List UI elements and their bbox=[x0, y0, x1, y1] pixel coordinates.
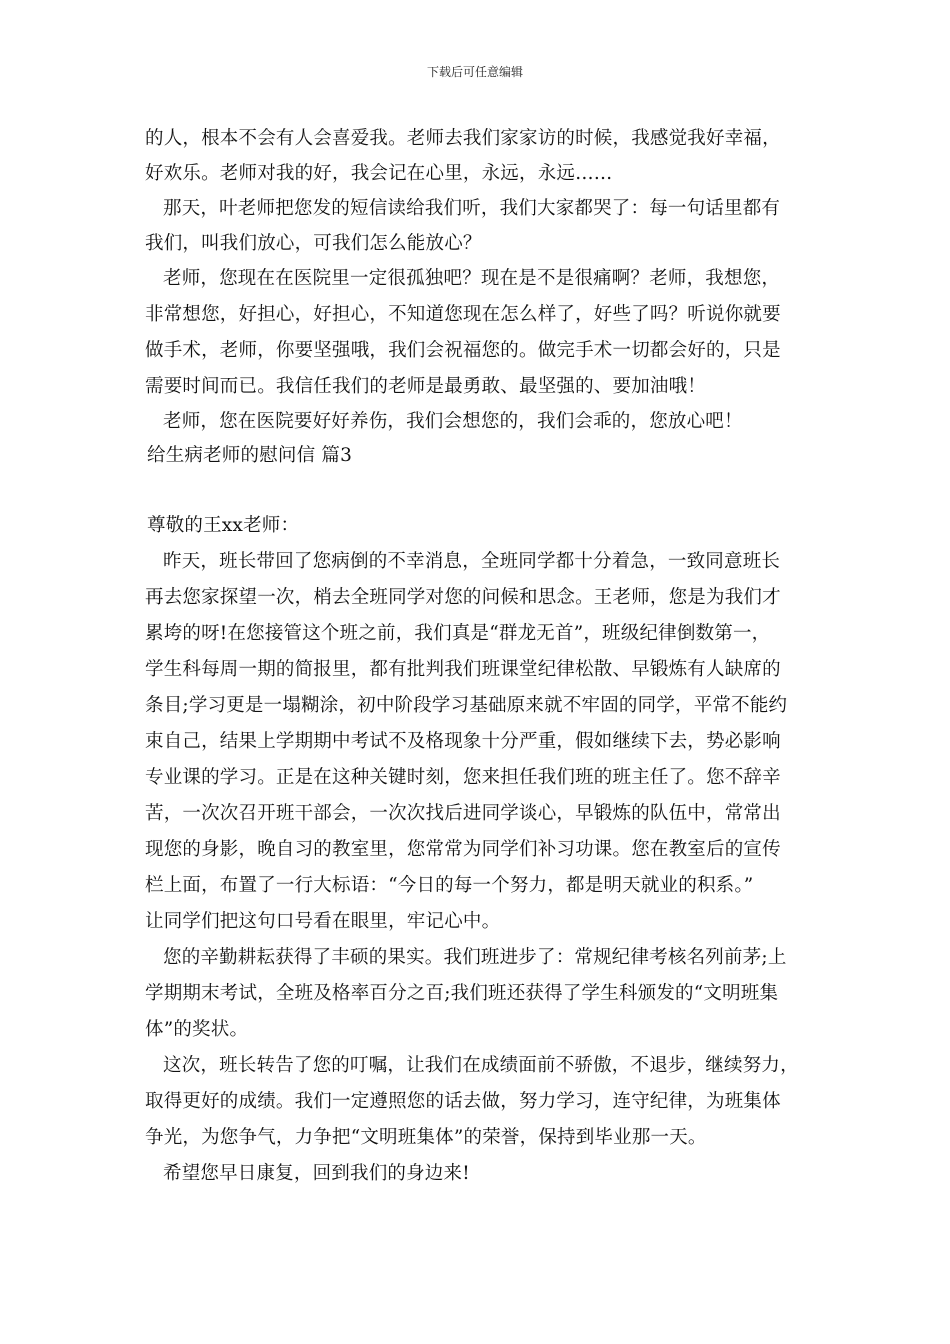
text-line: 好欢乐。老师对我的好，我会记在心里，永远，永远…… bbox=[145, 163, 613, 184]
text-line: 束自己，结果上学期期中考试不及格现象十分严重，假如继续下去，势必影响 bbox=[145, 731, 781, 752]
text-line: 让同学们把这句口号看在眼里，牢记心中。 bbox=[145, 911, 501, 932]
text-line: 您的辛勤耕耘获得了丰硕的果实。我们班进步了：常规纪律考核名列前茅;上 bbox=[163, 947, 787, 968]
text-line: 体”的奖状。 bbox=[145, 1019, 249, 1040]
text-line: 这次，班长转告了您的叮嘱，让我们在成绩面前不骄傲，不退步，继续努力， bbox=[163, 1055, 799, 1076]
text-line: 争光，为您争气，力争把“文明班集体”的荣誉，保持到毕业那一天。 bbox=[145, 1127, 707, 1148]
text-line: 希望您早日康复，回到我们的身边来! bbox=[163, 1163, 470, 1184]
text-line: 的人，根本不会有人会喜爱我。老师去我们家家访的时候，我感觉我好幸福， bbox=[145, 128, 781, 149]
text-line: 条目;学习更是一塌糊涂，初中阶段学习基础原来就不牢固的同学，平常不能约 bbox=[145, 695, 788, 716]
text-line: 非常想您，好担心，好担心，不知道您现在怎么样了，好些了吗？听说你就要 bbox=[145, 304, 781, 325]
text-line: 学期期末考试，全班及格率百分之百;我们班还获得了学生科颁发的“文明班集 bbox=[145, 983, 779, 1004]
text-line: 昨天，班长带回了您病倒的不幸消息，全班同学都十分着急，一致同意班长 bbox=[163, 551, 781, 572]
text-line: 取得更好的成绩。我们一定遵照您的话去做，努力学习，连守纪律，为班集体 bbox=[145, 1091, 781, 1112]
text-line: 我们，叫我们放心，可我们怎么能放心？ bbox=[145, 233, 482, 254]
text-line: 累垮的呀!在您接管这个班之前，我们真是“群龙无首”，班级纪律倒数第一， bbox=[145, 623, 771, 644]
text-line: 做手术，老师，你要坚强哦，我们会祝福您的。做完手术一切都会好的，只是 bbox=[145, 340, 781, 361]
text-line: 再去您家探望一次，梢去全班同学对您的问候和思念。王老师，您是为我们才 bbox=[145, 587, 781, 608]
text-line: 学生科每周一期的简报里，都有批判我们班课堂纪律松散、早锻炼有人缺席的 bbox=[145, 659, 781, 680]
text-line: 现您的身影，晚自习的教室里，您常常为同学们补习功课。您在教室后的宣传 bbox=[145, 839, 781, 860]
text-line: 专业课的学习。正是在这种关键时刻，您来担任我们班的班主任了。您不辞辛 bbox=[145, 767, 781, 788]
salutation: 尊敬的王xx老师： bbox=[147, 515, 300, 536]
text-line: 老师，您在医院要好好养伤，我们会想您的，我们会乖的，您放心吧！ bbox=[163, 411, 743, 432]
page-header: 下载后可任意编辑 bbox=[426, 65, 523, 79]
section-heading: 给生病老师的慰问信 篇3 bbox=[147, 445, 353, 466]
text-line: 栏上面，布置了一行大标语：“今日的每一个努力，都是明天就业的积系。” bbox=[145, 875, 754, 896]
text-line: 那天，叶老师把您发的短信读给我们听，我们大家都哭了：每一句话里都有 bbox=[163, 198, 781, 219]
text-line: 老师，您现在在医院里一定很孤独吧？现在是不是很痛啊？老师，我想您， bbox=[163, 268, 781, 289]
text-line: 苦，一次次召开班干部会，一次次找后进同学谈心，早锻炼的队伍中，常常出 bbox=[145, 803, 781, 824]
text-line: 需要时间而已。我信任我们的老师是最勇敢、最坚强的、要加油哦！ bbox=[145, 376, 707, 397]
